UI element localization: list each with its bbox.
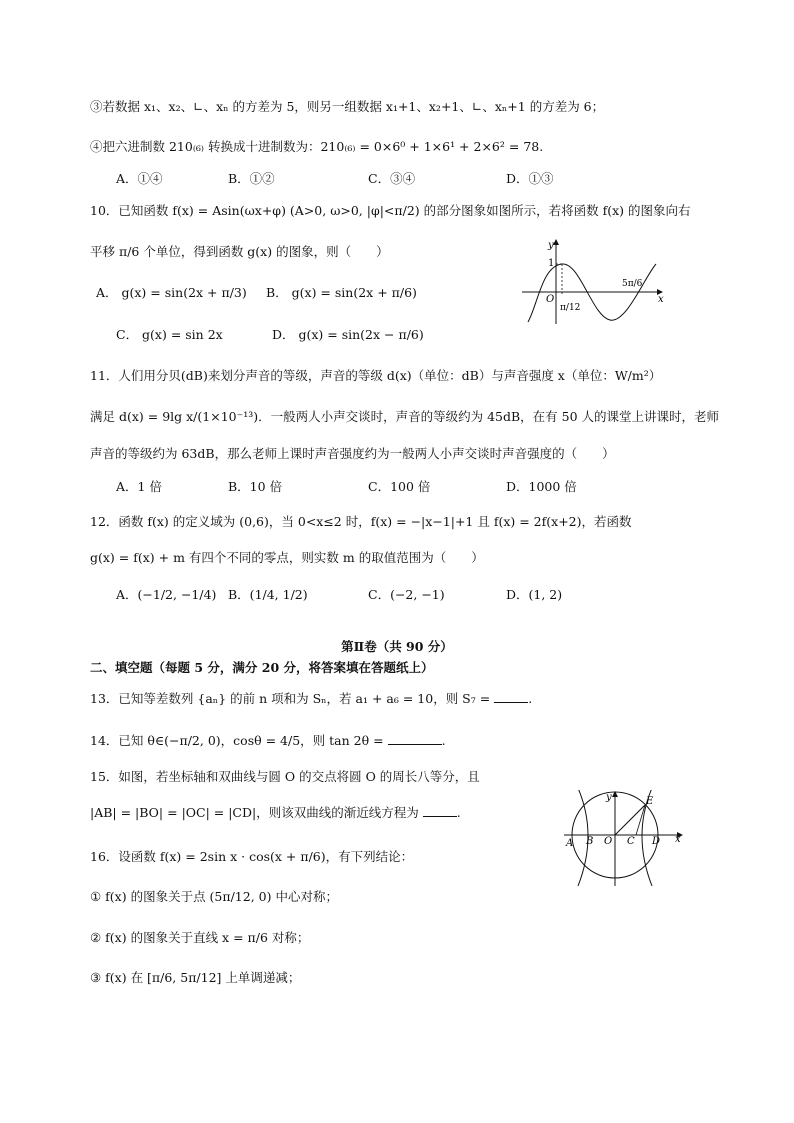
q10-option-d: D． g(x) = sin(2x − π/6) bbox=[272, 327, 424, 342]
q14-text: 14．已知 θ∈(−π/2, 0)，cosθ = 4/5，则 tan 2θ = bbox=[90, 733, 384, 748]
q15-line-2: |AB| = |BO| = |OC| = |CD|，则该双曲线的渐近线方程为 . bbox=[90, 805, 461, 820]
q16-statement-3: ③ f(x) 在 [π/6, 5π/12] 上单调递减； bbox=[90, 970, 301, 985]
q10-line-2: 平移 π/6 个单位，得到函数 g(x) 的图象，则（ ） bbox=[90, 244, 389, 259]
fig1-pi12-label: π/12 bbox=[560, 303, 581, 313]
q11-line-1: 11．人们用分贝(dB)来划分声音的等级，声音的等级 d(x)（单位：dB）与声音强度 x（单位：W/m²） bbox=[90, 368, 662, 383]
q11-option-b: B．10 倍 bbox=[228, 479, 283, 494]
q13: 13．已知等差数列 {aₙ} 的前 n 项和为 Sₙ，若 a₁ + a₆ = 10，则 S₇ = . bbox=[90, 691, 533, 706]
q12-line-1: 12．函数 f(x) 的定义域为 (0,6)，当 0<x≤2 时，f(x) = −|x−1|+1 且 f(x) = 2f(x+2)，若函数 bbox=[90, 514, 632, 529]
q11-option-a: A．1 倍 bbox=[116, 479, 162, 494]
q16-line-1: 16．设函数 f(x) = 2sin x · cos(x + π/6)，有下列结论： bbox=[90, 849, 414, 864]
sine-curve bbox=[528, 264, 656, 322]
statement-3: ③若数据 x₁、x₂、∟、xₙ 的方差为 5，则另一组数据 x₁+1、x₂+1、∟、xₙ+1 的方差为 6； bbox=[90, 99, 605, 114]
q9-option-b: B．①② bbox=[228, 171, 275, 186]
q12-line-2: g(x) = f(x) + m 有四个不同的零点，则实数 m 的取值范围为（ ） bbox=[90, 550, 484, 565]
q12-option-b: B．(1/4, 1/2) bbox=[228, 587, 308, 602]
fig1-x-label: x bbox=[658, 294, 664, 305]
q16-statement-1: ① f(x) 的图象关于点 (5π/12, 0) 中心对称； bbox=[90, 889, 338, 904]
fig1-5pi6-label: 5π/6 bbox=[622, 279, 643, 289]
q10-line-1: 10．已知函数 f(x) = Asin(ωx+φ) (A>0, ω>0, |φ|<π/2) 的部分图象如图所示，若将函数 f(x) 的图象向右 bbox=[90, 203, 691, 218]
fig1-origin-label: O bbox=[546, 294, 555, 305]
q16-statement-2: ② f(x) 的图象关于直线 x = π/6 对称； bbox=[90, 930, 310, 945]
sine-graph-figure bbox=[518, 234, 668, 326]
section2-heading: 二、填空题（每题 5 分，满分 20 分，将答案填在答题纸上） bbox=[90, 660, 434, 675]
fig1-one-label: 1 bbox=[548, 258, 555, 269]
fig2-c-label: C bbox=[627, 836, 635, 847]
fig2-e-label: E bbox=[646, 796, 654, 807]
q12-option-a: A．(−1/2, −1/4) bbox=[116, 587, 217, 602]
q15-line-1: 15．如图，若坐标轴和双曲线与圆 O 的交点将圆 O 的周长八等分，且 bbox=[90, 769, 480, 784]
fig2-d-label: D bbox=[652, 836, 661, 847]
q15-line-2-text: |AB| = |BO| = |OC| = |CD|，则该双曲线的渐近线方程为 bbox=[90, 805, 419, 820]
q14-answer-blank[interactable] bbox=[388, 732, 442, 745]
statement-4: ④把六进制数 210₍₆₎ 转换成十进制数为：210₍₆₎ = 0×6⁰ + 1×6¹ + 2×6² = 78. bbox=[90, 139, 544, 154]
q11-option-c: C．100 倍 bbox=[368, 479, 431, 494]
fig2-x-label: x bbox=[675, 834, 681, 845]
fig2-a-label: A bbox=[566, 838, 574, 849]
q12-option-c: C．(−2, −1) bbox=[368, 587, 445, 602]
fig1-y-label: y bbox=[548, 240, 554, 251]
q10-option-b: B． g(x) = sin(2x + π/6) bbox=[266, 285, 417, 300]
q11-line-2: 满足 d(x) = 9lg x/(1×10⁻¹³)．一般两人小声交谈时，声音的等级约为 45dB，在有 50 人的课堂上讲课时，老师 bbox=[90, 409, 720, 424]
q14: 14．已知 θ∈(−π/2, 0)，cosθ = 4/5，则 tan 2θ = . bbox=[90, 733, 446, 748]
circle-hyperbola-figure bbox=[560, 790, 690, 890]
q13-text: 13．已知等差数列 {aₙ} 的前 n 项和为 Sₙ，若 a₁ + a₆ = 10，则 S₇ = bbox=[90, 691, 491, 706]
q11-line-3: 声音的等级约为 63dB，那么老师上课时声音强度约为一般两人小声交谈时声音强度的（ ） bbox=[90, 446, 615, 461]
part2-title: 第Ⅱ卷（共 90 分） bbox=[341, 639, 453, 654]
q13-answer-blank[interactable] bbox=[494, 690, 528, 703]
q9-option-d: D．①③ bbox=[506, 171, 554, 186]
q11-option-d: D．1000 倍 bbox=[506, 479, 577, 494]
q10-option-c: C． g(x) = sin 2x bbox=[116, 327, 223, 342]
fig2-b-label: B bbox=[586, 836, 594, 847]
q9-option-a: A．①④ bbox=[116, 171, 163, 186]
q12-option-d: D．(1, 2) bbox=[506, 587, 563, 602]
fig2-o-label: O bbox=[604, 836, 613, 847]
q10-option-a: A． g(x) = sin(2x + π/3) bbox=[96, 285, 247, 300]
q9-option-c: C．③④ bbox=[368, 171, 416, 186]
fig2-y-label: y bbox=[606, 792, 612, 803]
q15-answer-blank[interactable] bbox=[423, 804, 457, 817]
